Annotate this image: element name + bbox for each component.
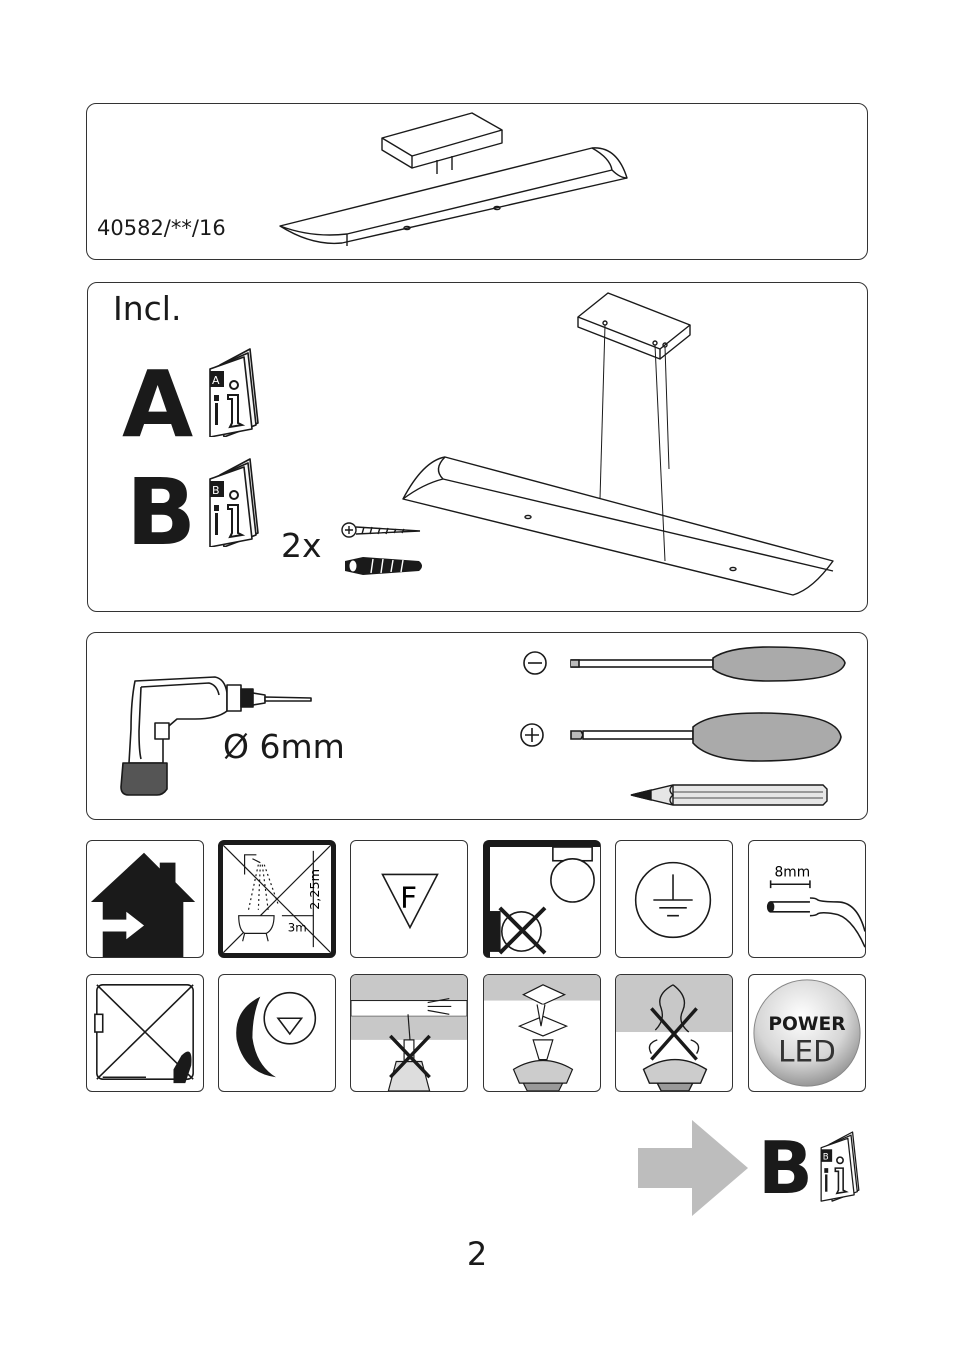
indoor-use-icon [87, 841, 203, 957]
f-mark-tile [350, 840, 468, 958]
booklet-b-tab: B [212, 484, 220, 497]
phillips-screwdriver-icon [519, 709, 849, 767]
no-plug-switch-tile [86, 974, 204, 1092]
power-led-line1: POWER [768, 1014, 846, 1036]
f-mark-letter: F [400, 880, 418, 915]
no-wall-mount-icon [490, 847, 600, 957]
earth-ground-icon [616, 841, 732, 957]
bathroom-distance-icon [223, 845, 331, 953]
flat-screwdriver-icon [519, 641, 849, 685]
drill-bit-diameter: Ø 6mm [223, 727, 345, 766]
bathroom-distance-tile [218, 840, 336, 958]
info-manual-icon [206, 455, 262, 547]
no-chandelier-icon [616, 975, 732, 1091]
arrow-right-icon [638, 1120, 748, 1216]
dimmable-tile [218, 974, 336, 1092]
continue-tab: B [822, 1152, 829, 1163]
pencil-icon [629, 781, 829, 809]
continue-letter: B [758, 1126, 813, 1210]
no-drill-cable-tile [350, 974, 468, 1092]
page-number: 2 [466, 1235, 488, 1273]
no-wall-mount-tile [483, 840, 601, 958]
model-number: 40582/**/16 [97, 216, 226, 240]
power-led-line2: LED [778, 1034, 836, 1069]
booklet-a-letter: A [122, 351, 194, 458]
bathroom-distance-label: 3m [287, 920, 307, 935]
wire-strip-icon [749, 841, 865, 957]
included-panel [87, 282, 868, 612]
included-heading: Incl. [113, 289, 182, 328]
no-chandelier-tile [615, 974, 733, 1092]
earth-ground-tile [615, 840, 733, 958]
power-led-tile [748, 974, 866, 1092]
dimmable-icon [219, 975, 335, 1091]
product-panel [86, 103, 868, 260]
no-drill-cable-icon [351, 975, 467, 1091]
indoor-use-tile [86, 840, 204, 958]
booklet-a-tab: A [212, 374, 220, 387]
tools-panel [86, 632, 868, 820]
power-led-badge-icon [749, 975, 865, 1091]
booklet-b-letter: B [126, 459, 197, 566]
no-plug-switch-icon [87, 975, 203, 1091]
pendant-lamp-illustration [393, 289, 853, 607]
f-mark-icon [351, 841, 467, 957]
info-manual-icon [206, 345, 262, 437]
info-manual-icon [818, 1124, 862, 1206]
bathroom-height-label: 2,25m [308, 868, 324, 910]
screws-quantity: 2x [281, 526, 322, 565]
ceiling-mount-tile [483, 974, 601, 1092]
ceiling-lamp-illustration [272, 108, 637, 258]
wire-strip-tile [748, 840, 866, 958]
wire-strip-length: 8mm [774, 864, 811, 881]
ceiling-mount-icon [484, 975, 600, 1091]
